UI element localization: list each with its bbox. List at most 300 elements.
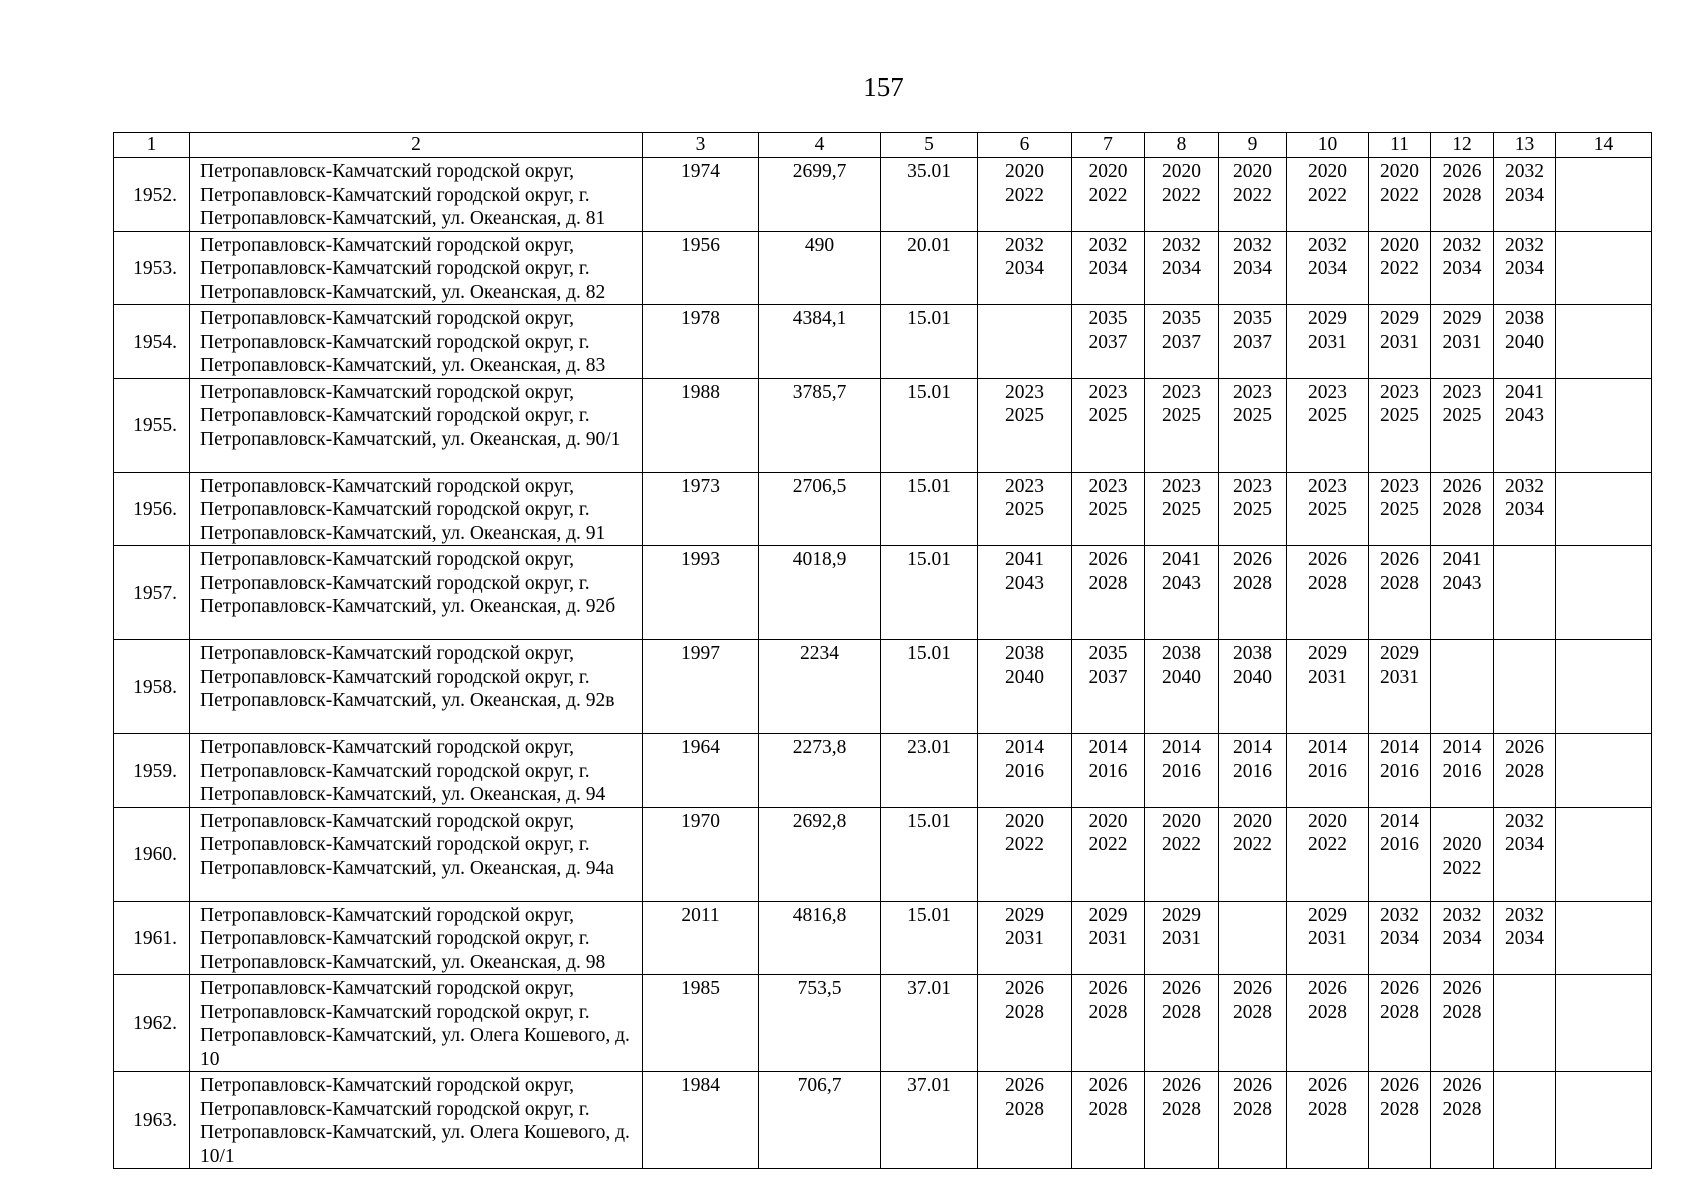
column-header-3: 3 (643, 133, 759, 158)
code-cell: 20.01 (881, 231, 978, 305)
year-value: 2031 (1442, 331, 1482, 353)
address-cell: Петропавловск-Камчатский городской округ, Петропавловск-Камчатский городской округ, г. Петропавловск-Камчатский, ул. Океанская, д. 83 (190, 305, 643, 379)
year-value: 2020 (1233, 810, 1272, 832)
address-cell: Петропавловск-Камчатский городской округ, Петропавловск-Камчатский городской округ, г. Петропавловск-Камчатский, ул. Олега Кошевого, д. 10 (190, 975, 643, 1072)
year-value: 2035 (1233, 308, 1272, 329)
year-range-cell-col-12 (1431, 158, 1494, 232)
year-range-cell-col-11 (1369, 640, 1431, 734)
year-value: 2023 (1380, 475, 1419, 497)
year-value: 2023 (1005, 475, 1044, 497)
year-value: 2034 (1088, 258, 1128, 279)
year-value: 2026 (1442, 978, 1482, 999)
area-cell: 4816,8 (759, 901, 881, 975)
year-value: 2032 (1505, 475, 1544, 497)
year-value: 2028 (1380, 1001, 1419, 1023)
year-range-cell-col-11 (1369, 734, 1431, 808)
year-range-cell-col-12 (1431, 734, 1494, 808)
year-value: 2034 (1233, 258, 1272, 279)
year-value: 2029 (1005, 904, 1044, 926)
column-header-1: 1 (114, 133, 190, 158)
year-value: 2028 (1088, 1098, 1128, 1120)
year-value: 2014 (1233, 737, 1272, 758)
year-range-cell-col-7 (1072, 734, 1145, 808)
year-value: 2035 (1088, 643, 1128, 664)
column-header-9: 9 (1219, 133, 1287, 158)
year-range-cell-col-12 (1431, 472, 1494, 546)
year-value: 2028 (1442, 499, 1482, 520)
year-range-cell-col-14 (1556, 734, 1652, 808)
year-range-cell-col-9 (1219, 734, 1287, 808)
year-range-cell-col-11 (1369, 1072, 1431, 1169)
year-value: 2032 (1442, 904, 1482, 926)
year-value: 2028 (1442, 184, 1482, 206)
year-value: 2043 (1442, 572, 1482, 594)
year-value: 2020 (1162, 810, 1201, 832)
year-value: 2040 (1162, 666, 1201, 688)
year-value: 2032 (1505, 904, 1544, 926)
year-value: 2038 (1505, 308, 1544, 329)
year-range-cell-col-6 (978, 158, 1072, 232)
column-header-2: 2 (190, 133, 643, 158)
year-value: 2034 (1162, 258, 1201, 279)
year-value: 2038 (1162, 643, 1201, 664)
year-value: 2023 (1308, 475, 1347, 497)
row-number-cell: 1956. (114, 472, 190, 546)
year-value: 2014 (1380, 810, 1419, 832)
year-range-cell-col-6 (978, 231, 1072, 305)
year-value: 2026 (1442, 475, 1482, 497)
year-range-cell-col-11 (1369, 472, 1431, 546)
year-range-cell-col-13 (1494, 975, 1556, 1072)
year-value: 2026 (1505, 737, 1544, 758)
build-year-cell: 1988 (643, 378, 759, 472)
year-range-cell-col-14 (1556, 546, 1652, 640)
header-row (114, 133, 1652, 158)
year-value: 2032 (1233, 234, 1272, 256)
year-value: 2026 (1442, 1075, 1482, 1096)
year-range-cell-col-12 (1431, 975, 1494, 1072)
year-value: 2025 (1442, 405, 1482, 426)
year-range-cell-col-14 (1556, 472, 1652, 546)
year-range-cell-col-10 (1287, 901, 1369, 975)
year-range-cell-col-9 (1219, 975, 1287, 1072)
year-range-cell-col-10 (1287, 975, 1369, 1072)
year-value: 2020 (1442, 834, 1482, 855)
year-value: 2040 (1233, 666, 1272, 688)
row-number-cell: 1959. (114, 734, 190, 808)
year-value: 2026 (1380, 978, 1419, 999)
year-value: 2020 (1088, 810, 1128, 832)
year-value: 2032 (1308, 234, 1347, 256)
year-range-cell-col-10 (1287, 640, 1369, 734)
year-range-cell-col-8 (1145, 231, 1219, 305)
year-value: 2020 (1308, 810, 1347, 832)
year-value: 2028 (1442, 1098, 1482, 1120)
year-range-cell-col-14 (1556, 378, 1652, 472)
address-cell: Петропавловск-Камчатский городской округ, Петропавловск-Камчатский городской округ, г. Петропавловск-Камчатский, ул. Океанская, д. 91 (190, 472, 643, 546)
year-value: 2031 (1380, 666, 1419, 688)
year-range-cell-col-9 (1219, 1072, 1287, 1169)
year-value: 2029 (1308, 643, 1347, 664)
year-value: 2034 (1005, 258, 1044, 279)
table-row (114, 305, 1652, 379)
year-value: 2031 (1088, 928, 1128, 949)
year-range-cell-col-11 (1369, 546, 1431, 640)
year-value: 2028 (1162, 1001, 1201, 1023)
year-value: 2014 (1308, 737, 1347, 758)
year-range-cell-col-6 (978, 807, 1072, 901)
table-row (114, 546, 1652, 640)
column-header-14: 14 (1556, 133, 1652, 158)
area-cell: 2699,7 (759, 158, 881, 232)
year-value: 2032 (1505, 810, 1544, 832)
area-cell: 753,5 (759, 975, 881, 1072)
year-range-cell-col-11 (1369, 901, 1431, 975)
year-range-cell-col-7 (1072, 901, 1145, 975)
column-header-13: 13 (1494, 133, 1556, 158)
year-range-cell-col-6 (978, 305, 1072, 379)
year-value: 2014 (1162, 737, 1201, 758)
year-value: 2016 (1005, 760, 1044, 782)
year-range-cell-col-7 (1072, 546, 1145, 640)
year-range-cell-col-10 (1287, 305, 1369, 379)
year-range-cell-col-12 (1431, 546, 1494, 640)
year-value: 2026 (1005, 978, 1044, 999)
year-value: 2025 (1162, 499, 1201, 520)
year-range-cell-col-6 (978, 472, 1072, 546)
year-range-cell-col-7 (1072, 1072, 1145, 1169)
year-range-cell-col-6 (978, 378, 1072, 472)
year-value: 2041 (1442, 549, 1482, 570)
year-value: 2025 (1308, 405, 1347, 426)
year-value: 2029 (1380, 643, 1419, 664)
address-cell: Петропавловск-Камчатский городской округ, Петропавловск-Камчатский городской округ, г. Петропавловск-Камчатский, ул. Океанская, д. 82 (190, 231, 643, 305)
year-range-cell-col-7 (1072, 231, 1145, 305)
year-value: 2023 (1005, 381, 1044, 403)
year-value: 2020 (1308, 161, 1347, 182)
year-value: 2028 (1233, 1098, 1272, 1120)
row-number-cell: 1963. (114, 1072, 190, 1169)
year-value: 2026 (1005, 1075, 1044, 1096)
year-value: 2026 (1088, 978, 1128, 999)
column-header-10: 10 (1287, 133, 1369, 158)
year-value: 2037 (1088, 666, 1128, 688)
code-cell: 15.01 (881, 546, 978, 640)
year-range-cell-col-9 (1219, 472, 1287, 546)
code-cell: 15.01 (881, 901, 978, 975)
year-value: 2026 (1308, 1075, 1347, 1096)
year-range-cell-col-10 (1287, 231, 1369, 305)
year-value: 2020 (1380, 234, 1419, 256)
column-header-5: 5 (881, 133, 978, 158)
table-row (114, 231, 1652, 305)
year-value: 2026 (1380, 549, 1419, 570)
code-cell: 15.01 (881, 807, 978, 901)
year-value: 2023 (1442, 381, 1482, 403)
year-range-cell-col-8 (1145, 975, 1219, 1072)
column-header-12: 12 (1431, 133, 1494, 158)
year-value: 2037 (1088, 331, 1128, 353)
year-value: 2028 (1088, 572, 1128, 594)
year-range-cell-col-13 (1494, 378, 1556, 472)
year-value: 2026 (1088, 549, 1128, 570)
build-year-cell: 1985 (643, 975, 759, 1072)
year-value: 2034 (1442, 928, 1482, 949)
year-value: 2025 (1233, 499, 1272, 520)
year-value: 2020 (1088, 161, 1128, 182)
year-value: 2025 (1005, 499, 1044, 520)
year-value: 2029 (1380, 308, 1419, 329)
year-range-cell-col-6 (978, 546, 1072, 640)
build-year-cell: 1978 (643, 305, 759, 379)
year-range-cell-col-9 (1219, 158, 1287, 232)
year-range-cell-col-7 (1072, 158, 1145, 232)
year-value: 2034 (1442, 258, 1482, 279)
year-range-cell-col-13 (1494, 807, 1556, 901)
year-value: 2020 (1162, 161, 1201, 182)
year-value: 2032 (1505, 161, 1544, 182)
year-value: 2028 (1005, 1098, 1044, 1120)
year-value: 2025 (1088, 405, 1128, 426)
year-range-cell-col-8 (1145, 305, 1219, 379)
year-value: 2025 (1380, 405, 1419, 426)
year-range-cell-col-13 (1494, 472, 1556, 546)
year-value: 2023 (1088, 381, 1128, 403)
table-row (114, 975, 1652, 1072)
year-value: 2023 (1233, 381, 1272, 403)
year-range-cell-col-13 (1494, 734, 1556, 808)
year-value: 2028 (1162, 1098, 1201, 1120)
year-range-cell-col-12 (1431, 901, 1494, 975)
year-range-cell-col-12 (1431, 378, 1494, 472)
year-range-cell-col-9 (1219, 640, 1287, 734)
year-range-cell-col-12 (1431, 640, 1494, 734)
year-value: 2032 (1088, 234, 1128, 256)
year-range-cell-col-14 (1556, 158, 1652, 232)
year-range-cell-col-10 (1287, 378, 1369, 472)
year-value: 2026 (1233, 549, 1272, 570)
year-range-cell-col-7 (1072, 378, 1145, 472)
year-value: 2022 (1233, 184, 1272, 206)
year-range-cell-col-9 (1219, 546, 1287, 640)
row-number-cell: 1957. (114, 546, 190, 640)
year-value: 2025 (1162, 405, 1201, 426)
year-value: 2016 (1088, 760, 1128, 782)
year-value: 2043 (1505, 405, 1544, 426)
year-value: 2022 (1308, 834, 1347, 855)
year-value: 2029 (1308, 308, 1347, 329)
year-range-cell-col-10 (1287, 158, 1369, 232)
year-value: 2034 (1308, 258, 1347, 279)
year-range-cell-col-10 (1287, 472, 1369, 546)
year-range-cell-col-8 (1145, 640, 1219, 734)
year-value: 2022 (1162, 184, 1201, 206)
address-cell: Петропавловск-Камчатский городской округ, Петропавловск-Камчатский городской округ, г. Петропавловск-Камчатский, ул. Океанская, д. 92б (190, 546, 643, 640)
year-value: 2025 (1088, 499, 1128, 520)
year-range-cell-col-9 (1219, 901, 1287, 975)
year-value: 2026 (1088, 1075, 1128, 1096)
year-value: 2028 (1308, 572, 1347, 594)
build-year-cell: 1970 (643, 807, 759, 901)
year-value: 2016 (1162, 760, 1201, 782)
code-cell: 15.01 (881, 640, 978, 734)
year-value: 2016 (1233, 760, 1272, 782)
year-value: 2031 (1308, 666, 1347, 688)
year-range-cell-col-14 (1556, 807, 1652, 901)
year-range-cell-col-7 (1072, 305, 1145, 379)
year-value: 2026 (1162, 1075, 1201, 1096)
year-value: 2032 (1005, 234, 1044, 256)
year-value: 2022 (1380, 184, 1419, 206)
year-value: 2043 (1162, 572, 1201, 594)
year-value: 2028 (1380, 572, 1419, 594)
table-row (114, 807, 1652, 901)
code-cell: 15.01 (881, 305, 978, 379)
year-value: 2032 (1505, 234, 1544, 256)
year-range-cell-col-10 (1287, 807, 1369, 901)
year-range-cell-col-9 (1219, 807, 1287, 901)
year-range-cell-col-8 (1145, 901, 1219, 975)
year-range-cell-col-8 (1145, 734, 1219, 808)
year-value: 2026 (1233, 978, 1272, 999)
year-value: 2028 (1380, 1098, 1419, 1120)
year-value: 2014 (1088, 737, 1128, 758)
year-range-cell-col-7 (1072, 472, 1145, 546)
year-value: 2028 (1308, 1001, 1347, 1023)
year-value: 2023 (1162, 381, 1201, 403)
year-range-cell-col-14 (1556, 901, 1652, 975)
year-value: 2031 (1380, 331, 1419, 353)
area-cell: 3785,7 (759, 378, 881, 472)
year-range-cell-col-13 (1494, 640, 1556, 734)
table-row (114, 378, 1652, 472)
year-value: 2040 (1505, 331, 1544, 353)
year-range-cell-col-9 (1219, 378, 1287, 472)
row-number-cell: 1953. (114, 231, 190, 305)
build-year-cell: 1974 (643, 158, 759, 232)
table-row (114, 734, 1652, 808)
year-value (1435, 810, 1489, 834)
row-number-cell: 1958. (114, 640, 190, 734)
year-range-cell-col-13 (1494, 231, 1556, 305)
year-value: 2032 (1442, 234, 1482, 256)
year-value: 2029 (1308, 904, 1347, 926)
year-range-cell-col-14 (1556, 305, 1652, 379)
year-value: 2038 (1005, 643, 1044, 664)
year-value: 2020 (1005, 810, 1044, 832)
year-value: 2020 (1233, 161, 1272, 182)
year-range-cell-col-10 (1287, 546, 1369, 640)
year-range-cell-col-14 (1556, 231, 1652, 305)
year-range-cell-col-10 (1287, 734, 1369, 808)
year-range-cell-col-6 (978, 734, 1072, 808)
year-range-cell-col-11 (1369, 807, 1431, 901)
year-value: 2026 (1380, 1075, 1419, 1096)
year-range-cell-col-7 (1072, 975, 1145, 1072)
year-range-cell-col-13 (1494, 158, 1556, 232)
year-value: 2022 (1380, 258, 1419, 279)
build-year-cell: 1964 (643, 734, 759, 808)
year-value: 2022 (1308, 184, 1347, 206)
year-range-cell-col-14 (1556, 640, 1652, 734)
year-range-cell-col-6 (978, 901, 1072, 975)
year-value: 2023 (1308, 381, 1347, 403)
year-value: 2023 (1162, 475, 1201, 497)
code-cell: 37.01 (881, 1072, 978, 1169)
year-value: 2016 (1380, 834, 1419, 855)
year-value: 2022 (1005, 184, 1044, 206)
year-value: 2035 (1162, 308, 1201, 329)
build-year-cell: 1956 (643, 231, 759, 305)
year-value: 2032 (1162, 234, 1201, 256)
year-value: 2028 (1505, 760, 1544, 782)
address-cell: Петропавловск-Камчатский городской округ, Петропавловск-Камчатский городской округ, г. Петропавловск-Камчатский, ул. Океанская, д. 98 (190, 901, 643, 975)
area-cell: 2706,5 (759, 472, 881, 546)
year-value: 2016 (1380, 760, 1419, 782)
row-number-cell: 1960. (114, 807, 190, 901)
code-cell: 23.01 (881, 734, 978, 808)
page-number: 157 (863, 72, 904, 102)
year-value: 2016 (1442, 760, 1482, 782)
code-cell: 15.01 (881, 472, 978, 546)
year-value: 2028 (1442, 1001, 1482, 1023)
year-range-cell-col-9 (1219, 305, 1287, 379)
row-number-cell: 1962. (114, 975, 190, 1072)
table-row (114, 158, 1652, 232)
year-range-cell-col-8 (1145, 158, 1219, 232)
code-cell: 37.01 (881, 975, 978, 1072)
area-cell: 706,7 (759, 1072, 881, 1169)
year-range-cell-col-11 (1369, 231, 1431, 305)
year-value: 2029 (1088, 904, 1128, 926)
build-year-cell: 1993 (643, 546, 759, 640)
year-value: 2041 (1005, 549, 1044, 570)
table-body (114, 158, 1652, 1169)
year-value: 2035 (1088, 308, 1128, 329)
build-year-cell: 2011 (643, 901, 759, 975)
year-range-cell-col-11 (1369, 378, 1431, 472)
year-value: 2023 (1233, 475, 1272, 497)
row-number-cell: 1952. (114, 158, 190, 232)
build-year-cell: 1973 (643, 472, 759, 546)
table-row (114, 1072, 1652, 1169)
year-range-cell-col-12 (1431, 305, 1494, 379)
build-year-cell: 1984 (643, 1072, 759, 1169)
year-value: 2041 (1505, 381, 1544, 403)
year-value: 2037 (1233, 331, 1272, 353)
year-range-cell-col-13 (1494, 1072, 1556, 1169)
year-range-cell-col-11 (1369, 975, 1431, 1072)
column-header-4: 4 (759, 133, 881, 158)
year-range-cell-col-8 (1145, 472, 1219, 546)
year-range-cell-col-14 (1556, 1072, 1652, 1169)
year-value: 2041 (1162, 549, 1201, 570)
year-value: 2022 (1005, 834, 1044, 855)
year-value: 2026 (1162, 978, 1201, 999)
year-range-cell-col-13 (1494, 546, 1556, 640)
area-cell: 2234 (759, 640, 881, 734)
year-range-cell-col-8 (1145, 546, 1219, 640)
year-value: 2031 (1308, 331, 1347, 353)
row-number-cell: 1961. (114, 901, 190, 975)
year-value: 2029 (1442, 308, 1482, 329)
column-header-7: 7 (1072, 133, 1145, 158)
year-value: 2014 (1442, 737, 1482, 758)
year-value: 2025 (1308, 499, 1347, 520)
year-value: 2022 (1233, 834, 1272, 855)
year-value: 2026 (1308, 978, 1347, 999)
year-value: 2022 (1442, 857, 1482, 879)
